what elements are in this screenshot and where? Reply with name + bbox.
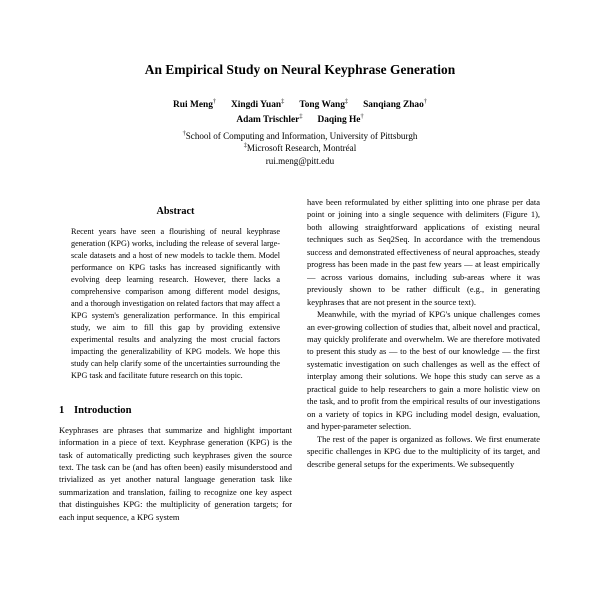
author [236,113,302,128]
author [173,98,216,113]
affiliation-list [60,130,540,167]
affiliation-marker: † [360,112,364,120]
affiliation-text: Microsoft Research, Montréal [246,143,357,154]
continuation-paragraph: have been reformulated by either splitting into one phrase per data point or joining into a single sequence with delimiters (Figure 1), both allowing straightforward applications of existing neural techniques such as Seq2Seq. In accordance with the tremendous success and demonstrated effectiveness of neural approaches, steady progress has been made in the past few years — at least empirically — across various domains, including sub-areas where it was previously shown to be rather difficult (e.g., in generating keyphrases that are not present in the source text). [307,197,540,307]
author-list [60,98,540,127]
affiliation-text: School of Computing and Information, University of Pittsburgh [185,131,418,142]
affiliation-marker: ‡ [344,97,349,105]
author-name: Sanqiang Zhao [363,100,424,111]
author-name: Daqing He [317,114,361,125]
section-heading-introduction [59,405,292,416]
body-paragraph: The rest of the paper is organized as follows. We first enumerate specific challenges in KPG due to the multiplicity of its target, and describe general setups for the experiments. We subsequently [307,433,540,469]
author-row-1 [60,98,540,113]
author-name: Rui Meng [173,100,213,111]
author-name: Xingdi Yuan [231,100,282,111]
affiliation-marker: † [182,130,186,138]
affiliation-marker: † [212,97,217,105]
contact-email: rui.meng@pitt.edu [265,155,335,166]
affiliation-marker: ‡ [243,142,247,150]
author [317,113,363,128]
affiliation-line [60,142,540,154]
author-name: Tong Wang [299,100,345,111]
section-title: Introduction [74,404,132,416]
author-name: Adam Trischler [236,114,300,125]
right-column [307,196,540,600]
left-column [59,196,292,600]
abstract-section [59,206,292,382]
masthead [0,0,600,167]
author-row-2 [60,113,540,128]
body-paragraph: Meanwhile, with the myriad of KPG's unique challenges comes an ever-growing collection of studies that, albeit novel and practical, may quickly proliferate and overwhelm. We are therefore motivated to present this study as — to the best of our knowledge — the first systematic investigation on such challenges as well as the effect of interplay among their solutions. We hope this study can serve as a practical guide to help researchers to gain a more holistic view on the task, and to profit from the empirical results of our investigations on a variety of topics in KPG including model design, evaluation, and hyper-parameter selection. [307,309,540,432]
page-title: An Empirical Study on Neural Keyphrase Generation [144,62,456,77]
section-number: 1 [59,404,65,416]
author [363,98,427,113]
introduction-paragraph: Keyphrases are phrases that summarize and highlight important information in a piece of text. Keyphrase generation (KPG) is the task of automatically predicting such keyphrases given the source text. The task can be (and has often been) easily misunderstood and trivialized as yet another natural language generation task like summarization and translation, failing to recognize one key aspect that distinguishes KPG: the multiplicity of generation targets; for each input sequence, a KPG system [59,424,292,522]
abstract-heading: Abstract [156,206,195,217]
affiliation-marker: ‡ [299,112,303,120]
body-columns [0,196,600,600]
abstract-paragraph: Recent years have seen a flourishing of neural keyphrase generation (KPG) works, including the release of several large-scale datasets and a host of new models to tackle them. Model performance on KPG tasks has increased significantly with evolving deep learning research. However, there lacks a comprehensive comparison among different model designs, and a thorough investigation on related factors that may affect a KPG system's generalization performance. In this empirical study, we aim to fill this gap by providing extensive experimental results and analyzing the most crucial factors impacting the generalizability of KPG models. We hope this study can help clarify some of the uncertainties surrounding the KPG task and facilitate future research on this topic. [71,227,281,380]
abstract-body [71,226,280,382]
affiliation-marker: † [423,97,427,105]
affiliation-marker: ‡ [281,97,285,105]
author [299,98,348,113]
affiliation-line [60,130,540,142]
author [231,98,284,113]
